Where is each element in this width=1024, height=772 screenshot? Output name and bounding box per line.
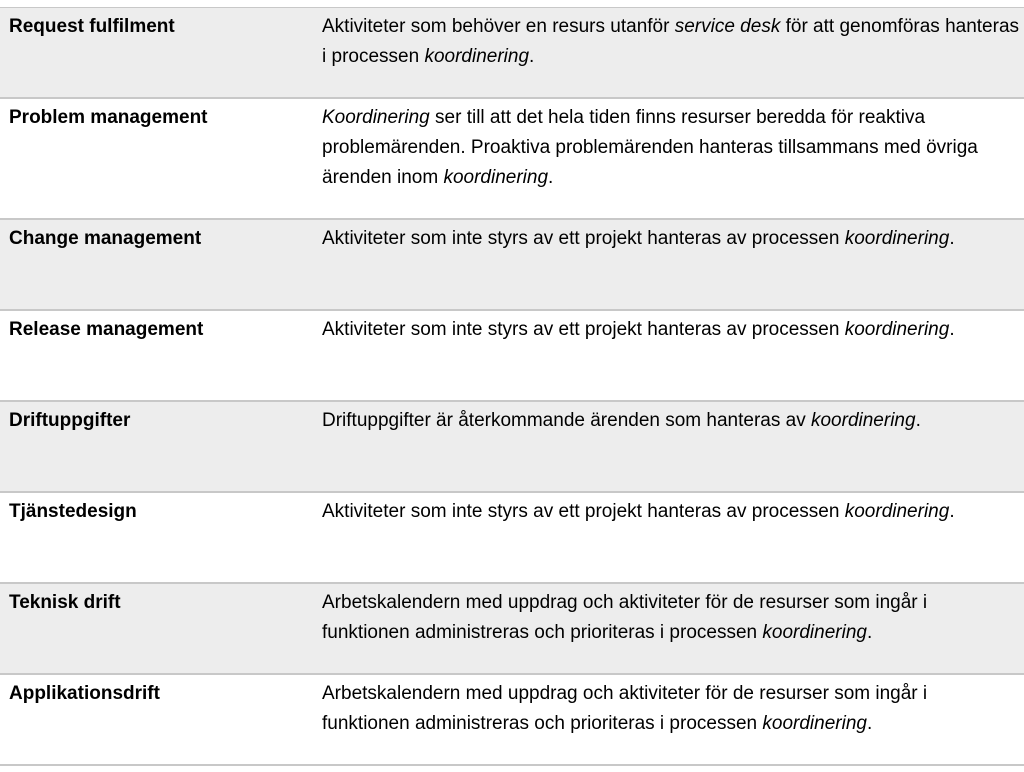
table-row	[0, 99, 1024, 220]
description-text: för att genomföras hanteras i processen	[322, 16, 1020, 67]
description-text: .	[915, 410, 921, 431]
description-text: .	[548, 167, 554, 188]
description-text: .	[949, 319, 955, 340]
description-text: .	[529, 46, 535, 67]
emphasis-text: koordinering	[443, 167, 549, 188]
description-text: Aktiviteter som inte styrs av ett projekt hanteras av processen	[322, 501, 845, 522]
table-row	[0, 493, 1024, 584]
table-row	[0, 220, 1024, 311]
description-cell	[313, 584, 1024, 673]
table-row	[0, 311, 1024, 402]
emphasis-text: koordinering	[762, 713, 867, 734]
table-row	[0, 675, 1024, 766]
term-cell: Driftuppgifter	[9, 410, 131, 431]
emphasis-text: koordinering	[424, 46, 530, 67]
term-cell: Tjänstedesign	[9, 501, 137, 522]
term-cell: Problem management	[9, 107, 208, 128]
description-cell	[313, 493, 1024, 582]
emphasis-text: koordinering	[844, 319, 950, 340]
description-cell	[313, 220, 1024, 309]
description-text: Arbetskalendern med uppdrag och aktiviteter för de resurser som ingår i funktionen administreras och prioriteras i processen	[322, 683, 928, 734]
description-text: .	[949, 228, 955, 249]
description-cell	[313, 402, 1024, 491]
emphasis-text: koordinering	[762, 622, 867, 643]
description-text: Arbetskalendern med uppdrag och aktiviteter för de resurser som ingår i funktionen administreras och prioriteras i processen	[322, 592, 928, 643]
description-cell	[313, 311, 1024, 400]
description-cell	[313, 675, 1024, 764]
emphasis-text: service desk	[674, 16, 781, 37]
process-table	[0, 7, 1024, 766]
emphasis-text: Koordinering	[322, 107, 430, 128]
term-cell: Request fulfilment	[9, 16, 175, 37]
table-row	[0, 8, 1024, 99]
table-row	[0, 584, 1024, 675]
term-cell: Release management	[9, 319, 204, 340]
description-text: Aktiviteter som inte styrs av ett projekt hanteras av processen	[322, 319, 845, 340]
description-text: .	[866, 622, 873, 643]
emphasis-text: koordinering	[844, 228, 950, 249]
term-cell: Teknisk drift	[9, 592, 121, 613]
description-text: ser till att det hela tiden finns resurser beredda för reaktiva problemärenden. Proaktiva problemärenden hanteras tillsammans med övriga ärenden inom	[322, 107, 978, 188]
description-text: Aktiviteter som inte styrs av ett projekt hanteras av processen	[322, 228, 845, 249]
description-text: .	[866, 713, 873, 734]
emphasis-text: koordinering	[810, 410, 916, 431]
table-row	[0, 402, 1024, 493]
description-cell	[313, 99, 1024, 218]
description-cell	[313, 8, 1024, 97]
term-cell: Applikationsdrift	[9, 683, 160, 704]
description-text: Driftuppgifter är återkommande ärenden som hanteras av	[322, 410, 811, 431]
description-text: Aktiviteter som behöver en resurs utanför	[322, 16, 675, 37]
term-cell: Change management	[9, 228, 202, 249]
description-text: .	[949, 501, 955, 522]
emphasis-text: koordinering	[844, 501, 950, 522]
